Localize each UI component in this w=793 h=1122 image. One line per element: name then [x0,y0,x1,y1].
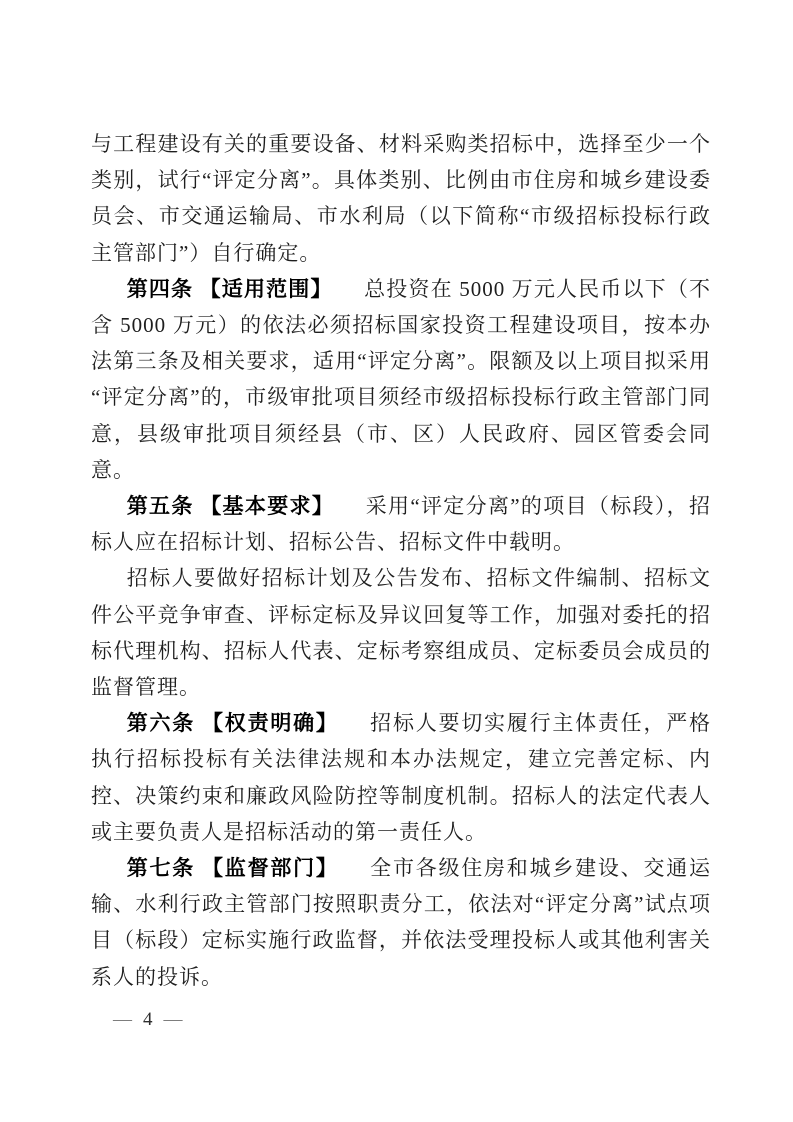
article-5-text: 采用“评定分离”的项目（标段），招标人应在招标计划、招标公告、招标文件中载明。 [91,494,712,555]
footer-right-dash: — [163,1009,183,1030]
article-4-text: 总投资在 5000 万元人民币以下（不含 5000 万元）的依法必须招标国家投资工程建设项目，按本办法第三条及相关要求，适用“评定分离”。限额及以上项目拟采用“评定分离”的，市级审批项目须经市级招标投标行政主管部门同意，县级审批项目须经县（市、区）人民政府、园区管委会同意。 [91,276,712,482]
article-5-heading: 第五条 【基本要求】 [126,494,335,519]
paragraph-article-7 [91,850,711,995]
paragraph-article-6 [91,705,711,850]
paragraph-article-5-supplement [91,560,711,705]
article-7-text: 全市各级住房和城乡建设、交通运输、水利行政主管部门按照职责分工，依法对“评定分离”试点项目（标段）定标实施行政监督，并依法受理投标人或其他利害关系人的投诉。 [91,856,711,989]
paragraph-text: 招标人要做好招标计划及公告发布、招标文件编制、招标文件公平竞争审查、评标定标及异议回复等工作，加强对委托的招标代理机构、招标人代表、定标考察组成员、定标委员会成员的监督管理。 [91,566,711,700]
paragraph-text: 与工程建设有关的重要设备、材料采购类招标中，选择至少一个类别，试行“评定分离”。具体类别、比例由市住房和城乡建设委员会、市交通运输局、市水利局（以下简称“市级招标投标行政主管部门”）自行确定。 [91,132,711,265]
page-footer [113,1008,183,1032]
article-4-heading: 第四条 【适用范围】 [126,276,333,301]
paragraph-continuation [91,126,711,271]
page-number: 4 [143,1009,153,1030]
paragraph-article-4 [91,271,711,488]
article-7-heading: 第七条 【监督部门】 [126,856,339,881]
paragraph-article-5 [91,488,711,560]
article-6-heading: 第六条 【权责明确】 [126,711,339,736]
article-6-text: 招标人要切实履行主体责任，严格执行招标投标有关法律法规和本办法规定，建立完善定标、内控、决策约束和廉政风险防控等制度机制。招标人的法定代表人或主要负责人是招标活动的第一责任人。 [91,711,711,844]
document-body [91,126,711,995]
footer-left-dash: — [113,1009,132,1030]
